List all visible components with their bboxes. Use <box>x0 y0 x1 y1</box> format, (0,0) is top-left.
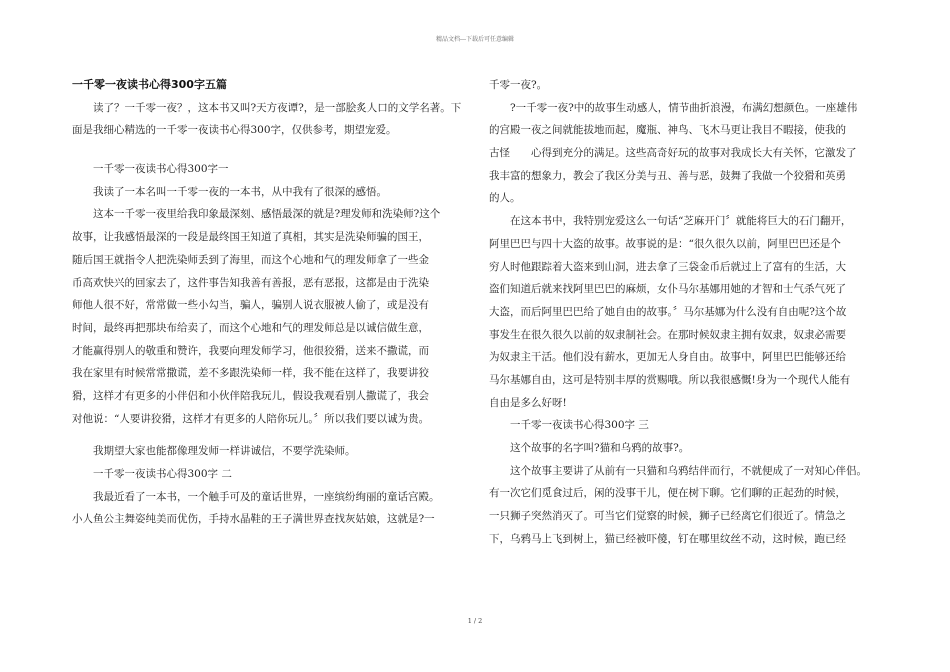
text-line: 读了？一千零一夜？，这本书又叫?天方夜谭?，是一部脍炙人口的文学名著。下 <box>72 101 462 114</box>
text-line: 时间，最终再把那块布给卖了，而这个心地和气的理发师总是以诚信做生意， <box>72 321 429 334</box>
text-line: 我读了一本名叫一千零一夜的一本书，从中我有了很深的感悟。 <box>72 185 387 198</box>
right-column <box>489 74 881 550</box>
text-line: 才能赢得别人的敬重和赞许，我要向理发师学习，他很狡猾，送来不撒谎，而 <box>72 344 429 357</box>
text-line: 我期望大家也能都像理发师一样讲诚信，不要学洗染师。 <box>72 445 356 458</box>
text-line: 下，乌鸦马上飞到树上，猫已经被吓傻，钉在哪里纹丝不动，这时候，跑已经 <box>489 532 846 545</box>
text-line: 我最近看了一本书，一个触手可及的童话世界，一座缤纷绚丽的童话宫殿。 <box>72 490 440 503</box>
text-line: 我在家里有时候常常撒谎，差不多跟洗染师一样，我不能在这样了，我要讲狡 <box>72 367 429 380</box>
text-line: 千零一夜?。 <box>489 79 548 91</box>
text-line: 在这本书中，我特别宠爱这么一句话“芝麻开门〞就能将巨大的石门翻开， <box>489 215 852 228</box>
text-line: 为奴隶主干活。他们没有薪水，更加无人身自由。故事中，阿里巴巴能够还给 <box>489 351 846 364</box>
text-line: 故事，让我感悟最深的一段是最终国王知道了真相，其实是洗染师骗的国王， <box>72 231 429 244</box>
text-line: 小人鱼公主舞姿纯美而优伤，手持水晶鞋的王子满世界查找灰姑娘，这就是?一 <box>72 513 435 526</box>
page-header: 精品文档---下载后可任意编辑 <box>435 36 515 43</box>
text-line: 币高欢快兴的回家去了，这件事告知我善有善报，恶有恶报，这都是由于洗染 <box>72 276 429 289</box>
text-line: 盗们知道后就来找阿里巴巴的麻烦，女仆马尔基娜用她的才智和士气杀气死了 <box>489 283 846 296</box>
text-line: 大盗，而后阿里巴巴给了她自由的故事。〞马尔基娜为什么没有自由呢?这个故 <box>489 305 847 318</box>
text-line: 有一次它们觅食过后，闲的没事干儿，便在树下聊。它们聊的正起劲的时候， <box>489 487 846 500</box>
text-line: 的人。 <box>489 192 521 205</box>
section-heading: 一千零一夜读书心得300字一 <box>72 163 229 176</box>
document-title: 一千零一夜读书心得300字五篇 <box>72 78 227 91</box>
text-line: 对他说：“人要讲狡猾，这样才有更多的人陪你玩儿。〞所以我们要以诚为贵。 <box>72 412 430 425</box>
text-line: 一只狮子突然消灭了。可当它们觉察的时候，狮子已经离它们很近了。情急之 <box>489 510 846 523</box>
text-line: 事发生在很久很久以前的奴隶制社会。在那时候奴隶主拥有奴隶，奴隶必需要 <box>489 328 846 341</box>
text-line: 穷人时他跟踪着大盗来到山洞，进去拿了三袋金币后就过上了富有的生活，大 <box>489 260 846 273</box>
page-number: 1 / 2 <box>467 617 483 625</box>
text-line: 我丰富的想象力，教会了我区分美与丑、善与恶，鼓舞了我做一个狡猾和英勇 <box>489 169 846 182</box>
section-heading: 一千零一夜读书心得300字 二 <box>72 468 232 480</box>
text-line: ?一千零一夜?中的故事生动感人，情节曲折浪漫，布满幻想颜色。一座雄伟 <box>489 101 858 114</box>
text-line: 猾，这样才有更多的小伴侣和小伙伴陪我玩儿，假设我观看别人撒谎了，我会 <box>72 389 429 402</box>
text-line: 马尔基娜自由，这可是特别丰厚的赏赐哦。所以我很感慨!身为一个现代人能有 <box>489 373 851 386</box>
text-line: 这个故事的名字叫?猫和乌鸦的故事?。 <box>489 442 690 454</box>
section-heading: 一千零一夜读书心得300字 三 <box>489 419 649 432</box>
left-column <box>72 74 464 531</box>
text-line: 的宫殿一夜之间就能拔地而起，魔瓶、神鸟、飞木马更让我目不暇接，使我的 <box>489 124 846 137</box>
text-line: 这个故事主要讲了从前有一只猫和乌鸦结伴而行，不就便成了一对知心伴侣。 <box>489 464 867 477</box>
text-line: 阿里巴巴与四十大盗的故事。故事说的是：“很久很久以前，阿里巴巴还是个 <box>489 237 841 250</box>
blank-line <box>72 430 464 440</box>
text-line: 这本一千零一夜里给我印象最深刻、感悟最深的就是?理发师和洗染师?这个 <box>72 208 441 221</box>
text-line: 随后国王就指令人把洗染师丢到了海里，而这个心地和气的理发师拿了一些金 <box>72 253 429 266</box>
text-line: 面是我细心精选的一千零一夜读书心得300字，仅供参考，期望宠爱。 <box>72 124 397 137</box>
text-line: 师他人很不好，常常做一些小勾当，骗人，骗别人说衣服被人偷了，或是没有 <box>72 299 429 312</box>
text-line: 自由是多么好呀! <box>489 396 567 409</box>
text-line: 古怪 心得到充分的满足。这些高奇好玩的故事对我成长大有关怀，它激发了 <box>489 147 857 160</box>
blank-line <box>72 142 464 158</box>
